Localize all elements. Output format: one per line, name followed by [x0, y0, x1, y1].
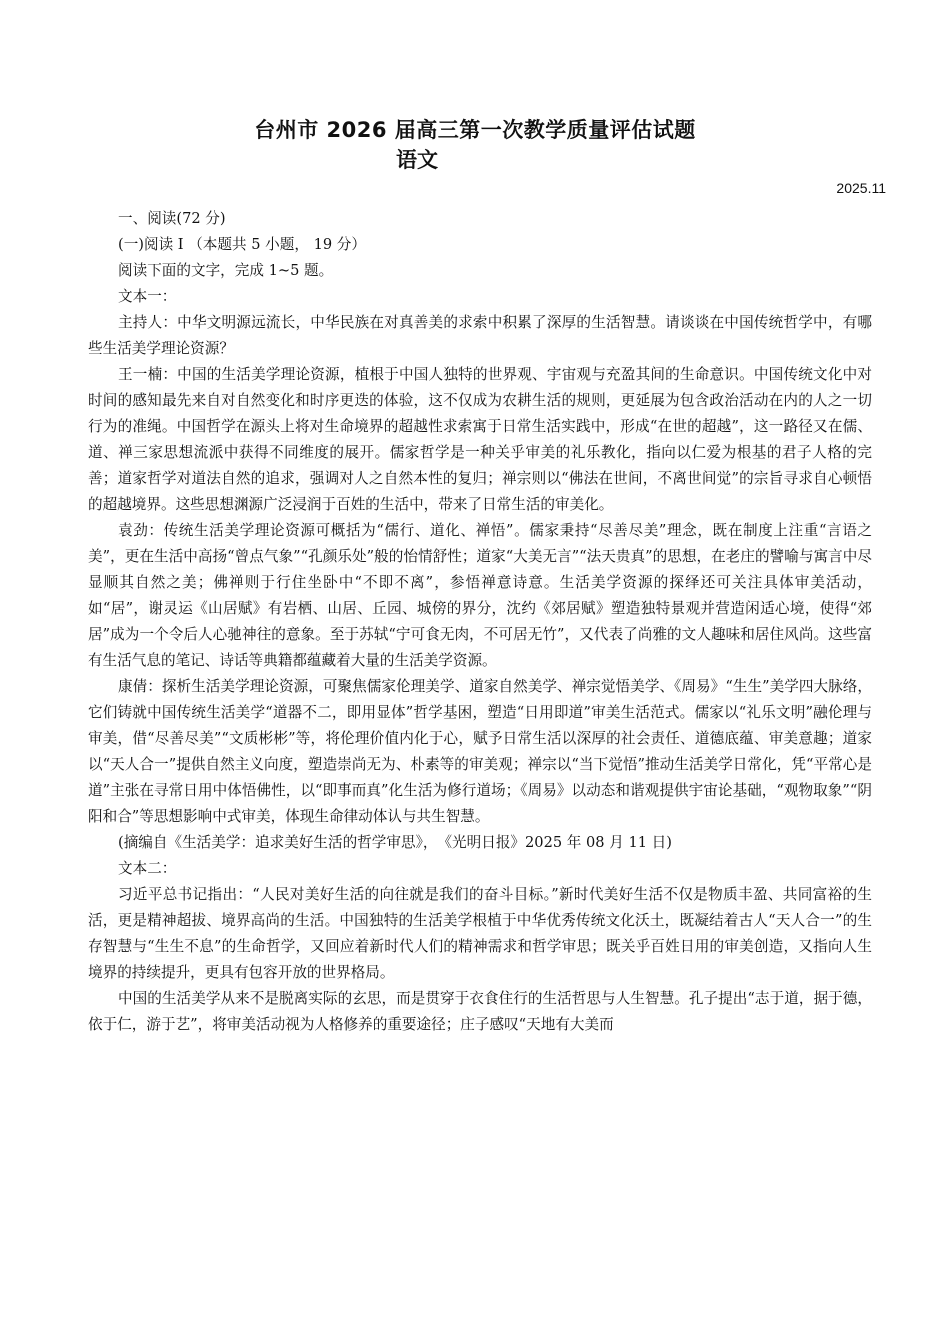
subsection-heading: (一)阅读 I （本题共 5 小题， 19 分）: [118, 236, 366, 253]
paragraph-yuan: 袁劲：传统生活美学理论资源可概括为“儒行、道化、禅悟”。儒家秉持“尽善尽美”理念，既在制度上注重“言语之美”，更在生活中高扬“曾点气象”“孔颜乐处”般的怡情舒性；道家“大美无言”“法天贵真”的思想，在老庄的譬喻与寓言中尽显顺其自然之美；佛禅则于行住坐卧中“不即不离”，参悟禅意诗意。生活美学资源的探绎还可关注具体审美活动，如“居”，谢灵运《山居赋》有岩栖、山居、丘园、城傍的界分，沈约《郊居赋》塑造独特景观并营造闲适心境，使得“郊居”成为一个令后人心驰神往的意象。至于苏轼“宁可食无肉，不可居无竹”，又代表了尚雅的文人趣味和居住风尚。这些富有生活气息的笔记、诗话等典籍都蕴藏着大量的生活美学资源。: [88, 522, 872, 669]
subject-title: 语文: [396, 148, 438, 172]
text2-label: 文本二：: [118, 860, 177, 877]
text1-label: 文本一：: [118, 288, 177, 305]
paragraph-kang: 康倩：探析生活美学理论资源，可聚焦儒家伦理美学、道家自然美学、禅宗觉悟美学、《周易》“生生”美学四大脉络，它们铸就中国传统生活美学“道器不二，即用显体”哲学基困，塑造“日用即道”审美生活范式。儒家以“礼乐文明”融伦理与审美，借“尽善尽美”“文质彬彬”等，将伦理价值内化于心，赋予日常生活以深厚的社会责任、道德底蕴、审美意趣；道家以“天人合一”提供自然主义向度，塑造崇尚无为、朴素等的审美观；禅宗以“当下觉悟”推动生活美学日常化，凭“平常心是道”主张在寻常日用中体悟佛性，以“即事而真”化生活为修行道场；《周易》以动态和谐观提供宇宙论基础，“观物取象”“阴阳和合”等思想影响中式审美，体现生命律动体认与共生智慧。: [88, 678, 872, 825]
exam-body: [88, 206, 872, 1038]
source-citation: (摘编自《生活美学：追求美好生活的哲学审思》， 《光明日报》2025 年 08 月 11 日): [118, 834, 672, 851]
paragraph-host: 主持人：中华文明源远流长，中华民族在对真善美的求索中积累了深厚的生活智慧。请谈谈在中国传统哲学中，有哪些生活美学理论资源？: [88, 314, 872, 357]
exam-date: 2025.11: [836, 180, 886, 196]
section-heading: 一、阅读(72 分): [118, 210, 226, 227]
instruction-line: 阅读下面的文字，完成 1~5 题。: [118, 262, 334, 279]
paragraph-text2-1: 习近平总书记指出：“人民对美好生活的向往就是我们的奋斗目标。”新时代美好生活不仅是物质丰盈、共同富裕的生活，更是精神超拔、境界高尚的生活。中国独特的生活美学根植于中华优秀传统文化沃土，既凝结着古人“天人合一”的生存智慧与“生生不息”的生命哲学，又回应着新时代人们的精神需求和哲学审思；既关乎百姓日用的审美创造，又指向人生境界的持续提升，更具有包容开放的世界格局。: [88, 886, 872, 981]
paragraph-text2-2: 中国的生活美学从来不是脱离实际的玄思，而是贯穿于衣食住行的生活哲思与人生智慧。孔子提出“志于道，据于德，依于仁，游于艺”，将审美活动视为人格修养的重要途径；庄子感叹“天地有大美而: [88, 990, 872, 1033]
paragraph-wang: 王一楠：中国的生活美学理论资源，植根于中国人独特的世界观、宇宙观与充盈其间的生命意识。中国传统文化中对时间的感知最先来自对自然变化和时序更迭的体验，这不仅成为农耕生活的规则，更延展为包含政治活动在内的人之一切行为的准绳。中国哲学在源头上将对生命境界的超越性求索寓于日常生活实践中，形成“在世的超越”，这一路径又在儒、道、禅三家思想流派中获得不同维度的展开。儒家哲学是一种关乎审美的礼乐教化，指向以仁爱为根基的君子人格的完善；道家哲学对道法自然的追求，强调对人之自然本性的复归；禅宗则以“佛法在世间，不离世间觉”的宗旨寻求自心顿悟的超越境界。这些思想渊源广泛浸润于百姓的生活中，带来了日常生活的审美化。: [88, 366, 872, 513]
exam-title: 台州市 2026 届高三第一次教学质量评估试题: [254, 118, 696, 142]
